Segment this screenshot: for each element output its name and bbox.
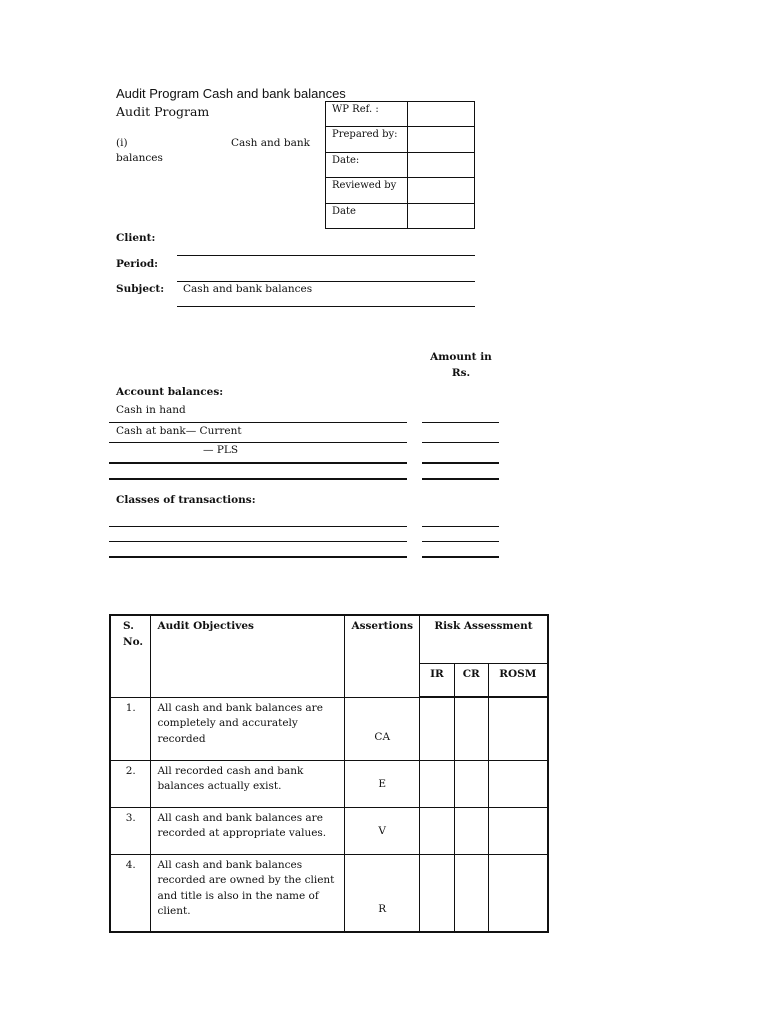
- row-cr-cell[interactable]: [454, 807, 488, 854]
- rule: [109, 442, 407, 443]
- page-title: Audit Program Cash and bank balances: [116, 86, 346, 101]
- row-objective: All recorded cash and bank balances actually exist.: [151, 760, 345, 807]
- amount-header-line2: Rs.: [451, 367, 471, 379]
- program-heading: Audit Program: [116, 104, 210, 119]
- table-row: [110, 854, 548, 932]
- row-objective: All cash and bank balances are recorded at appropriate values.: [151, 807, 345, 854]
- section-text-b: balances: [116, 152, 163, 164]
- row-cr-cell[interactable]: [454, 854, 488, 932]
- row-number: 3.: [110, 807, 151, 854]
- prepared-by-value[interactable]: [408, 127, 475, 152]
- row-assertion: E: [345, 760, 420, 807]
- row-assertion: V: [345, 807, 420, 854]
- reviewed-by-label: Reviewed by: [326, 178, 408, 203]
- amount-rule: [422, 541, 499, 542]
- wp-row-ref: [326, 102, 475, 127]
- classes-heading: Classes of transactions:: [116, 494, 256, 506]
- col-header-assertions: Assertions: [345, 615, 420, 697]
- subject-line: [177, 306, 475, 307]
- rule: [109, 462, 407, 464]
- row-number: 1.: [110, 697, 151, 760]
- row-assertion: R: [345, 854, 420, 932]
- amount-rule: [422, 478, 499, 480]
- row-rosm-cell[interactable]: [488, 697, 548, 760]
- audit-objectives-table: [109, 614, 549, 933]
- row-ir-cell[interactable]: [420, 697, 455, 760]
- period-line: [177, 281, 475, 282]
- wp-row-review-date: [326, 203, 475, 228]
- row-ir-cell[interactable]: [420, 760, 455, 807]
- table-header-row: [110, 615, 548, 663]
- rule: [109, 556, 407, 558]
- amount-header-line1: Amount in: [430, 351, 492, 363]
- amount-rule: [422, 526, 499, 527]
- wp-row-reviewed: [326, 178, 475, 203]
- rule: [109, 478, 407, 480]
- client-line: [177, 255, 475, 256]
- row-rosm-cell[interactable]: [488, 854, 548, 932]
- wp-row-date: [326, 152, 475, 177]
- section-label: (i): [116, 137, 128, 149]
- table-row: [110, 807, 548, 854]
- row-cr-cell[interactable]: [454, 760, 488, 807]
- wp-ref-label: WP Ref. :: [326, 102, 408, 127]
- row-ir-cell[interactable]: [420, 807, 455, 854]
- client-label: Client:: [116, 232, 156, 244]
- row-assertion: CA: [345, 697, 420, 760]
- review-date-value[interactable]: [408, 203, 475, 228]
- row-rosm-cell[interactable]: [488, 760, 548, 807]
- prepared-by-label: Prepared by:: [326, 127, 408, 152]
- row-objective: All cash and bank balances recorded are owned by the client and title is also in the name of client.: [151, 854, 345, 932]
- amount-rule: [422, 422, 499, 423]
- rule: [109, 526, 407, 527]
- subject-value[interactable]: Cash and bank balances: [183, 283, 313, 295]
- section-text-a: Cash and bank: [231, 137, 310, 149]
- row-ir-cell[interactable]: [420, 854, 455, 932]
- account-line-cash-at-bank: Cash at bank— Current: [116, 425, 242, 437]
- period-label: Period:: [116, 258, 159, 270]
- row-number: 2.: [110, 760, 151, 807]
- date-label: Date:: [326, 152, 408, 177]
- row-objective: All cash and bank balances are completely and accurately recorded: [151, 697, 345, 760]
- wp-row-prepared: [326, 127, 475, 152]
- subject-label: Subject:: [116, 283, 165, 295]
- date-value[interactable]: [408, 152, 475, 177]
- row-rosm-cell[interactable]: [488, 807, 548, 854]
- amount-rule: [422, 556, 499, 558]
- rule: [109, 422, 407, 423]
- account-line-pls: — PLS: [203, 444, 239, 456]
- account-balances-heading: Account balances:: [116, 386, 224, 398]
- table-row: [110, 760, 548, 807]
- row-number: 4.: [110, 854, 151, 932]
- reviewed-by-value[interactable]: [408, 178, 475, 203]
- col-header-cr: CR: [454, 663, 488, 697]
- row-cr-cell[interactable]: [454, 697, 488, 760]
- col-header-risk-assessment: Risk Assessment: [420, 615, 548, 663]
- amount-rule: [422, 462, 499, 464]
- col-header-sno: S. No.: [110, 615, 151, 697]
- col-header-objectives: Audit Objectives: [151, 615, 345, 697]
- col-header-rosm: ROSM: [488, 663, 548, 697]
- rule: [109, 541, 407, 542]
- table-row: [110, 697, 548, 760]
- account-line-cash-in-hand: Cash in hand: [116, 404, 186, 416]
- col-header-ir: IR: [420, 663, 455, 697]
- wp-reference-box: [325, 101, 475, 229]
- amount-rule: [422, 442, 499, 443]
- review-date-label: Date: [326, 203, 408, 228]
- wp-ref-value[interactable]: [408, 102, 475, 127]
